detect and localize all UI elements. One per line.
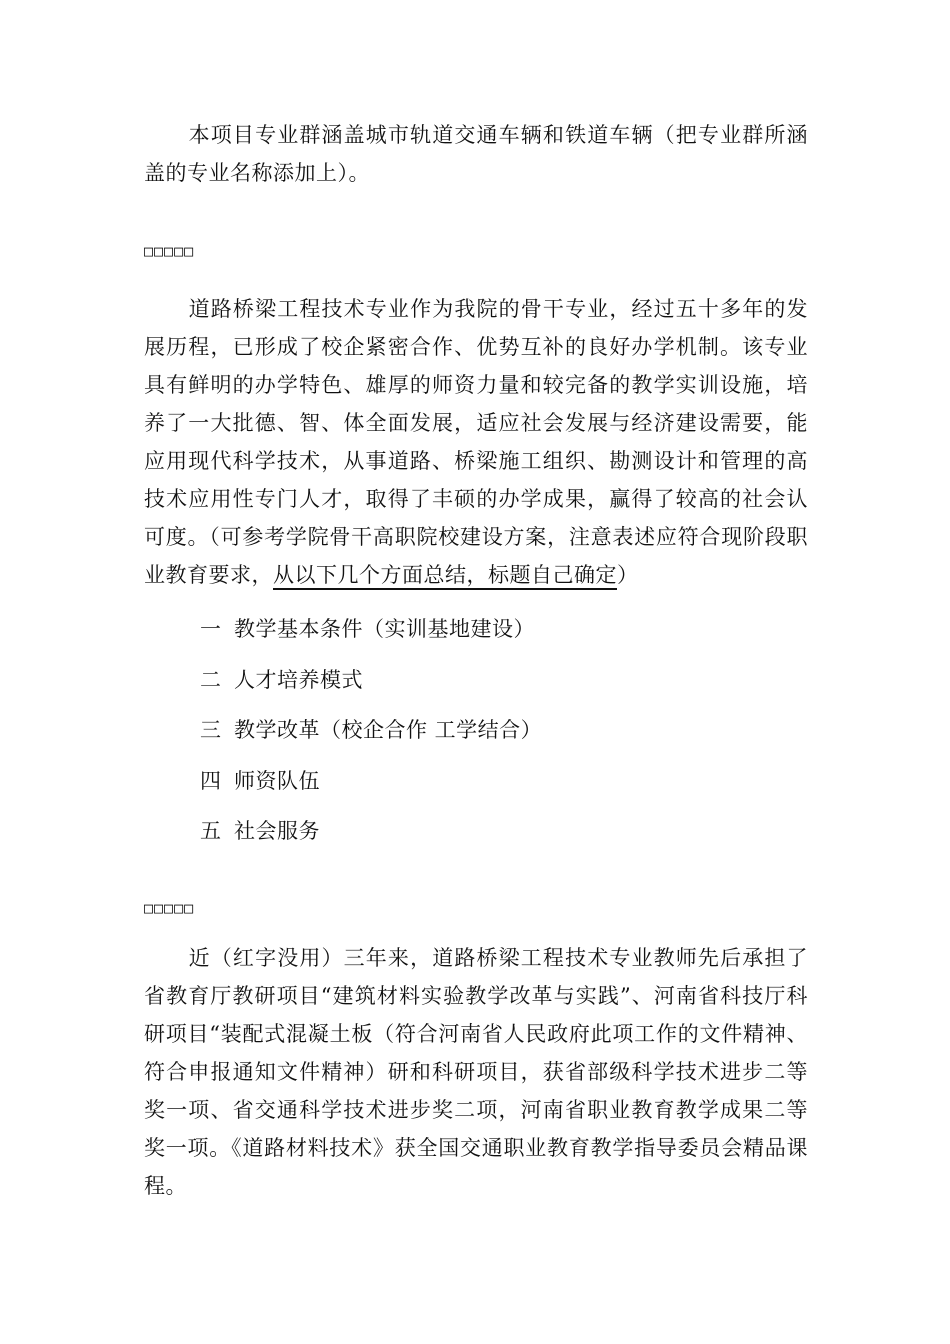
list-item [200,816,320,846]
list-item-number: 二 [200,668,222,692]
intro-text: 本项目专业群涵盖城市轨道交通车辆和铁道车辆（把专业群所涵盖的专业名称添加上）。 [144,123,808,185]
list-item [200,766,320,796]
section-heading-2: □□□□□ [144,899,195,917]
list-item [200,715,542,745]
research-achievements-paragraph [144,939,808,1205]
underlined-instruction: 从以下几个方面总结，标题自己确定 [273,563,617,587]
list-item-text: 教学基本条件（实训基地建设） [234,617,535,641]
list-item-number: 一 [200,617,222,641]
major-description-text: 道路桥梁工程技术专业作为我院的骨干专业，经过五十多年的发展历程，已形成了校企紧密合作、优势互补的良好办学机制。该专业具有鲜明的办学特色、雄厚的师资力量和较完备的教学实训设施，培养了一大批德、智、体全面发展，适应社会发展与经济建设需要，能应用现代科学技术，从事道路、桥梁施工组织、勘测设计和管理的高技术应用性专门人才，取得了丰硕的办学成果，赢得了较高的社会认可度。（可参考学院骨干高职院校建设方案，注意表述应符合现阶段职业教育要求， [144,297,808,587]
list-item-text: 社会服务 [234,819,320,843]
list-item-text: 师资队伍 [234,769,320,793]
list-item [200,614,535,644]
major-description-paragraph [144,290,808,594]
intro-paragraph [144,116,808,192]
list-item-number: 五 [200,819,222,843]
list-item-number: 三 [200,718,222,742]
list-item-text: 教学改革（校企合作 工学结合） [234,718,543,742]
list-item-number: 四 [200,769,222,793]
closing-paren: ） [617,563,639,587]
research-achievements-text: 近（红字没用）三年来，道路桥梁工程技术专业教师先后承担了省教育厅教研项目“建筑材料实验教学改革与实践”、河南省科技厅科研项目“装配式混凝土板（符合河南省人民政府此项工作的文件精神、符合申报通知文件精神）研和科研项目，获省部级科学技术进步二等奖一项、省交通科学技术进步奖二项，河南省职业教育教学成果二等奖一项。《道路材料技术》获全国交通职业教育教学指导委员会精品课程。 [144,946,808,1198]
section-heading-1: □□□□□ [144,242,195,260]
list-item-text: 人才培养模式 [234,668,363,692]
list-item [200,665,363,695]
